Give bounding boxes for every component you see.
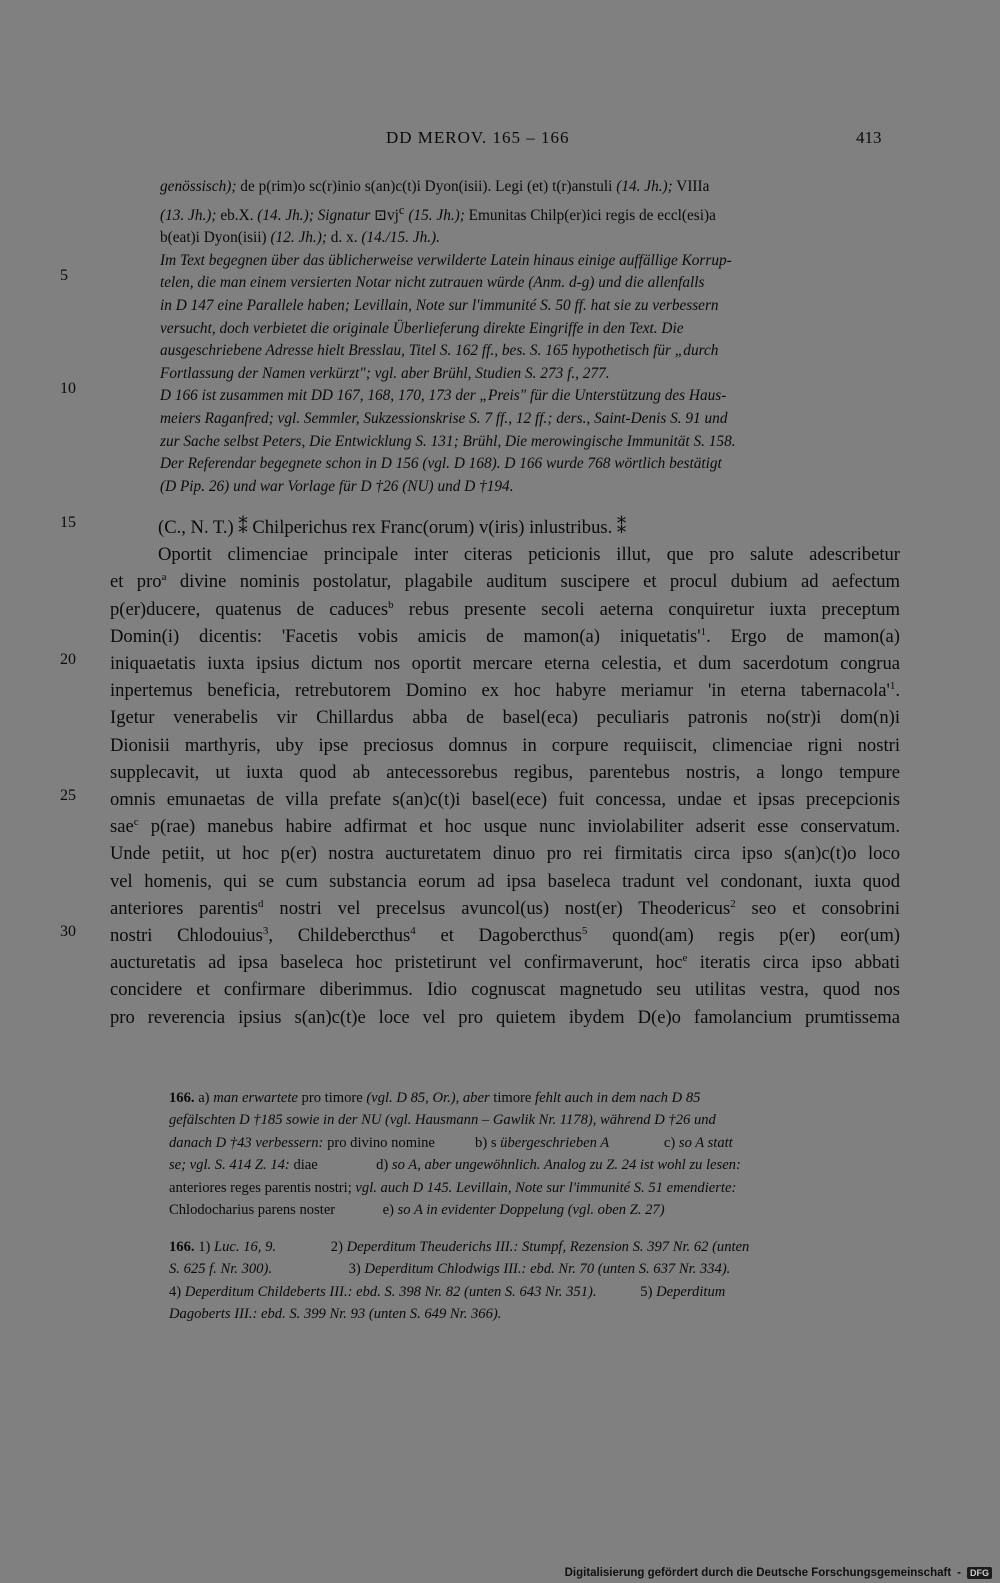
- footer-credit: [565, 1567, 992, 1579]
- text-line: omnis emunaetas de villa prefate s(an)c(t)i basel(ece) fuit concessa, undae et ipsas precepcionis: [110, 789, 900, 811]
- text-line: inpertemus beneficia, retrebutorem Domino ex hoc habyre meriamur 'in eterna $tabernacola'^1$.: [110, 680, 900, 702]
- text-line: aucturetatis ad ipsa baseleca hoc pristetirunt vel confirmaverunt, hoc$^e$ iteratis circa ipso abbati: [110, 952, 900, 974]
- intro-line: D 166 ist zusammen mit DD 167, 168, 170, 173 der „Preis" für die Unterstützung des Haus-: [160, 387, 727, 405]
- text-line: supplecavit, ut iuxta quod ab antecessorebus regibus, parentebus nostris, a longo tempure: [110, 761, 900, 783]
- intro-line: Fortlassung der Namen verkürzt"; vgl. aber Brühl, Studien S. 273 f., 277.: [160, 364, 610, 382]
- note-line: anteriores reges parentis nostri; vgl. auch D 145. Levillain, Note sur l'immunité S. 51 emendierte:: [169, 1179, 737, 1196]
- intro-line: (D Pip. 26) und war Vorlage für D †26 (NU) und D †194.: [160, 477, 514, 495]
- text-line: Oportit climenciae principale inter citeras peticionis illut, que pro salute adescribetur: [158, 544, 900, 566]
- text-line: vel homenis, qui se cum substancia eorum ad ipsa baseleca tradunt vel condonant, iuxta quod: [110, 870, 900, 892]
- introductory-remarks: [160, 176, 900, 498]
- intro-line: (13. Jh.); eb.X. (14. Jh.); Signatur $⊡vj^c$ (15. Jh.); Emunitas Chilp(er)ici regis de eccl(esi)a: [160, 202, 716, 224]
- note-line: se; vgl. S. 414 Z. 14: diae d) so A, aber ungewöhnlich. Analog zu Z. 24 ist wohl zu lesen:: [169, 1157, 741, 1174]
- text-line: Igetur venerabelis vir Chillardus abba de basel(eca) peculiaris patronis no(str)i dom(n)i: [110, 707, 900, 729]
- note-line: gefälschten D †185 sowie in der NU (vgl. Hausmann – Gawlik Nr. 1178), während D †26 und: [169, 1112, 716, 1129]
- text-line: Unde petiit, ut hoc p(er) nostra aucturetatem dinuo pro rei firmitatis circa ipso s(an)c(t)o loco: [110, 843, 900, 865]
- intro-line: meiers Raganfred; vgl. Semmler, Sukzessionskrise S. 7 ff., 12 ff.; ders., Saint-Denis S. 91 und: [160, 410, 728, 428]
- text-line: concidere et confirmare diberimmus. Idio cognuscat magnetudo seu utilitas vestra, quod nos: [110, 979, 900, 1001]
- text-line: iniquaetatis iuxta ipsius dictum nos oportit mercare eterna celestia, et dum sacerdotum congrua: [110, 653, 900, 675]
- source-notes: [169, 1236, 901, 1326]
- note-line: S. 625 f. Nr. 300). 3) Deperditum Chlodwigs III.: ebd. Nr. 70 (unten S. 637 Nr. 334).: [169, 1261, 731, 1278]
- running-header: [0, 128, 1000, 152]
- intro-line: b(eat)i Dyon(isii) (12. Jh.); d. x. (14./15. Jh.).: [160, 229, 440, 247]
- footer-credit-text: Digitalisierung gefördert durch die Deutsche Forschungsgemeinschaft: [564, 1567, 952, 1579]
- intro-line: ausgeschriebene Adresse hielt Bresslau, Titel S. 162 ff., bes. S. 165 hypothetisch für „durch: [160, 342, 719, 360]
- text-line: p(er)ducere, quatenus de caduces$^b$ rebus presente secoli aeterna conquiretur iuxta preceptum: [110, 598, 901, 620]
- dfg-logo-icon: DFG: [967, 1567, 992, 1579]
- text-line: pro reverencia ipsius s(an)c(t)e loce vel pro quietem ibydem D(e)o famolancium prumtissema: [110, 1006, 900, 1028]
- charter-text: [110, 514, 900, 1031]
- text-line: anteriores parentis$^d$ nostri vel precelsus avuncol(us) nost(er) Theodericus$^2$ seo et consobrini: [110, 897, 900, 919]
- text-line: Dionisii marthyris, uby ipse preciosus domnus in corpure requiiscit, climenciae rigni nostri: [110, 734, 900, 756]
- intro-line: Im Text begegnen über das üblicherweise verwilderte Latein hinaus einige auffällige Korrup-: [160, 251, 732, 269]
- intro-line: telen, die man einem versierten Notar nicht zutrauen würde (Anm. d-g) und die allenfalls: [160, 274, 705, 292]
- text-line: Domin(i) dicentis: 'Facetis vobis amicis de mamon(a) $iniquetatis'^1$. Ergo de mamon(a): [110, 625, 900, 647]
- intro-line: Der Referendar begegnete schon in D 156 (vgl. D 168). D 166 wurde 768 wörtlich bestätigt: [160, 455, 722, 473]
- line-number: 25: [60, 787, 76, 804]
- line-number: 10: [60, 380, 76, 397]
- line-number: 30: [60, 923, 76, 940]
- page-number: 413: [856, 128, 882, 147]
- note-line: Chlodocharius parens noster e) so A in evidenter Doppelung (vgl. oben Z. 27): [169, 1202, 665, 1219]
- line-number: 15: [60, 514, 76, 531]
- text-line: sae$^c$ p(rae) manebus habire adfirmat et hoc usque nunc inviolabiliter adserit esse conservatum.: [110, 816, 900, 838]
- line-number: 5: [60, 267, 68, 284]
- text-line: et pro$^a$ divine nominis postolatur, plagabile auditum suscipere et procul dubium ad aefectum: [110, 571, 900, 593]
- intro-line: versucht, doch verbietet die originale Überlieferung direkte Eingriffe in den Text. Die: [160, 319, 684, 337]
- note-line: 166. a) man erwartete pro timore (vgl. D 85, Or.), aber timore fehlt auch in dem nach D 85: [169, 1090, 701, 1106]
- note-line: Dagoberts III.: ebd. S. 399 Nr. 93 (unten S. 649 Nr. 366).: [169, 1306, 502, 1323]
- line-number: 20: [60, 651, 76, 668]
- intro-line: zur Sache selbst Peters, Die Entwicklung S. 131; Brühl, Die merowingische Immunität S. 158.: [160, 432, 736, 450]
- header-title: DD MEROV. 165 – 166: [386, 128, 570, 147]
- footer-separator: -: [957, 1567, 961, 1579]
- textual-notes: [169, 1087, 901, 1221]
- note-line: danach D †43 verbessern: pro divino nomine b) s übergeschrieben A c) so A statt: [169, 1134, 733, 1151]
- intro-line: in D 147 eine Parallele haben; Levillain, Note sur l'immunité S. 50 ff. hat sie zu verbessern: [160, 297, 719, 315]
- text-line: nostri Chlodouius$^3$, Childebercthus$^4$ et Dagobercthus$^5$ quond(am) regis p(er) eor(um): [110, 924, 900, 947]
- note-line: 4) Deperditum Childeberts III.: ebd. S. 398 Nr. 82 (unten S. 643 Nr. 351). 5) Deperditum: [169, 1283, 726, 1300]
- note-line: 166. 1) Luc. 16, 9. 2) Deperditum Theuderichs III.: Stumpf, Rezension S. 397 Nr. 62 (unten: [169, 1239, 750, 1255]
- text-line: (C., N. T.) ⁑ Chilperichus rex Franc(orum) v(iris) inlustribus. ⁑: [158, 517, 627, 538]
- intro-line: genössisch); de p(rim)o sc(r)inio s(an)c(t)i Dyon(isii). Legi (et) t(r)anstuli (14. Jh.); VIIIa: [160, 178, 710, 195]
